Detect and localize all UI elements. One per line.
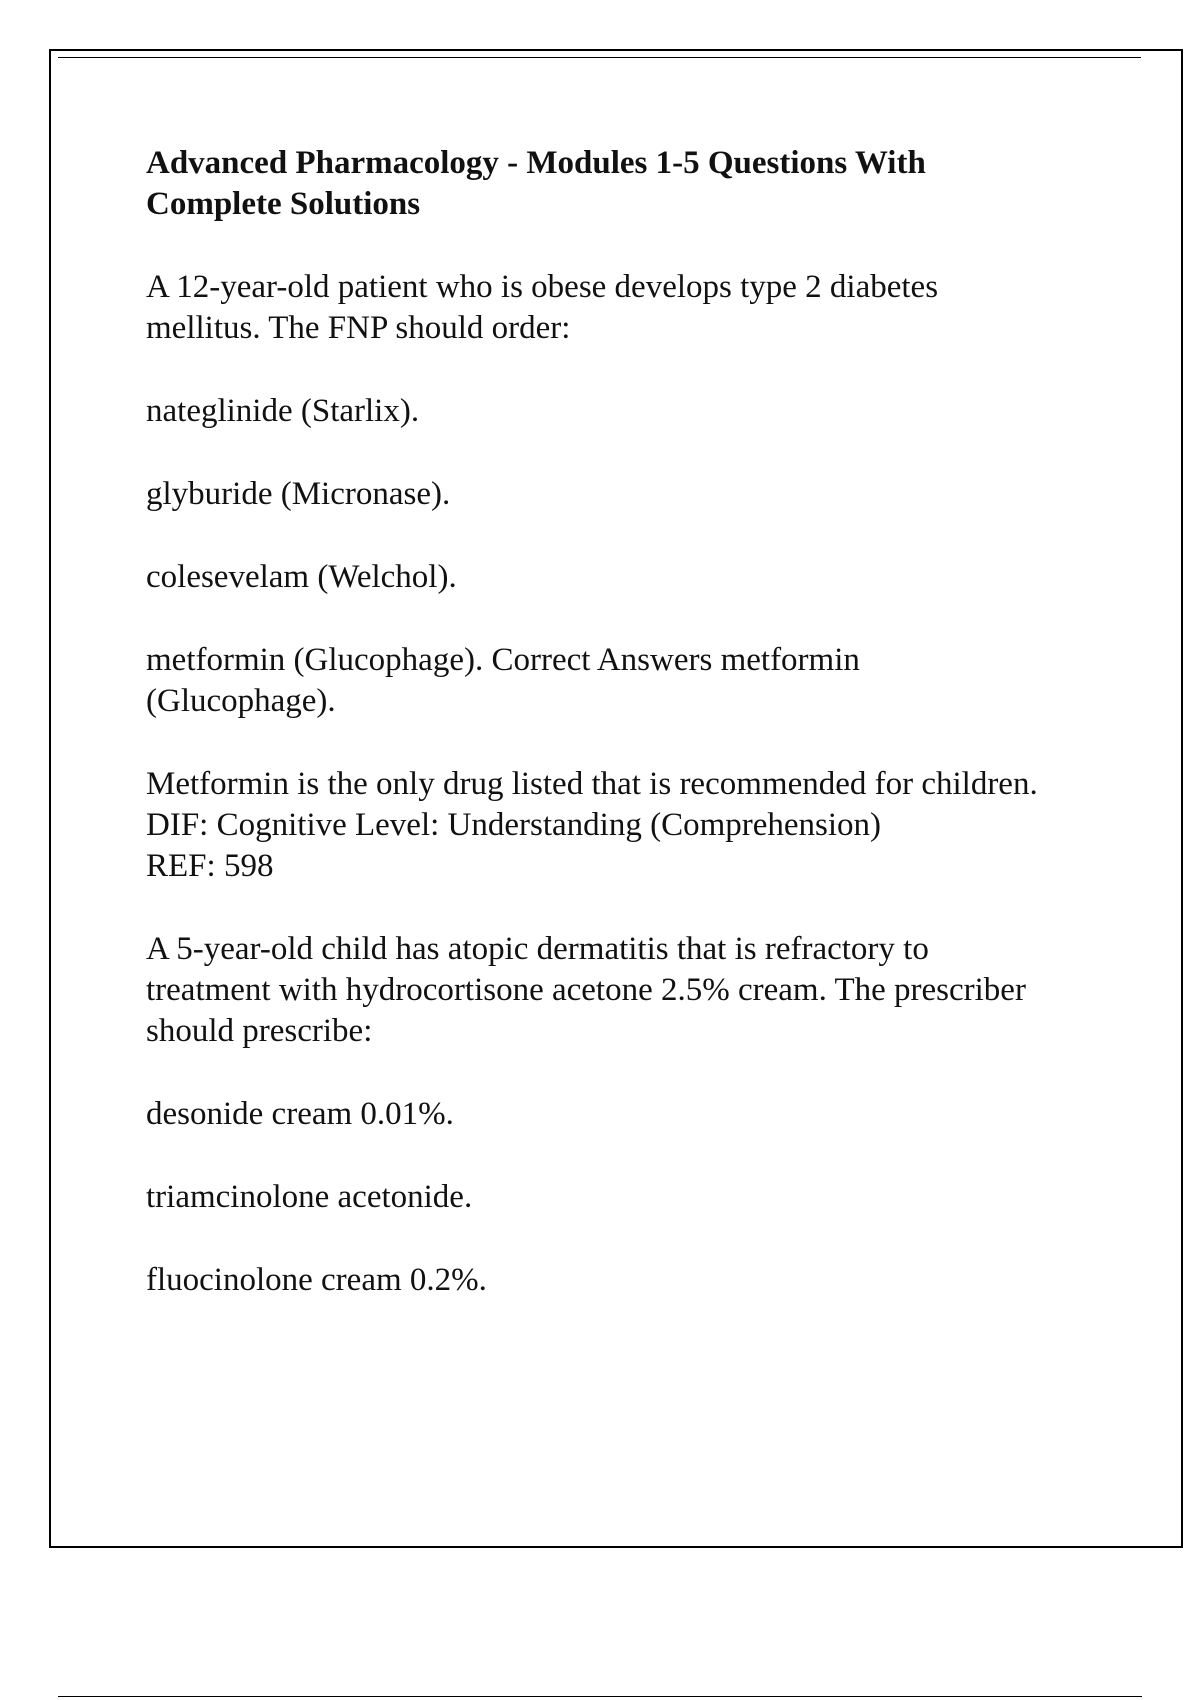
question-1-rationale: Metformin is the only drug listed that is recommended for children.	[146, 766, 1038, 802]
question-2-option-b: triamcinolone acetonide.	[146, 1179, 473, 1215]
question-1-option-d-with-answer: metformin (Glucophage). Correct Answers metformin (Glucophage).	[146, 642, 860, 719]
document-title: Advanced Pharmacology - Modules 1-5 Questions With Complete Solutions	[146, 145, 926, 222]
question-2-option-c: fluocinolone cream 0.2%.	[146, 1262, 487, 1298]
document-body	[146, 143, 1046, 1343]
question-1-option-c: colesevelam (Welchol).	[146, 559, 457, 595]
question-1-option-a: nateglinide (Starlix).	[146, 393, 420, 429]
top-rule	[58, 57, 1141, 58]
question-2-stem: A 5-year-old child has atopic dermatitis that is refractory to treatment with hydrocortisone acetone 2.5% cream. The prescriber should prescribe:	[146, 931, 1026, 1049]
question-1-option-b: glyburide (Micronase).	[146, 476, 451, 512]
question-1-dif: DIF: Cognitive Level: Understanding (Comprehension)	[146, 807, 882, 843]
question-1-rationale-block	[146, 764, 1046, 887]
question-2-option-a: desonide cream 0.01%.	[146, 1096, 454, 1132]
bottom-rule	[58, 1696, 1142, 1697]
question-1-ref: REF: 598	[146, 848, 274, 884]
question-1-stem: A 12-year-old patient who is obese develops type 2 diabetes mellitus. The FNP should order:	[146, 269, 939, 346]
